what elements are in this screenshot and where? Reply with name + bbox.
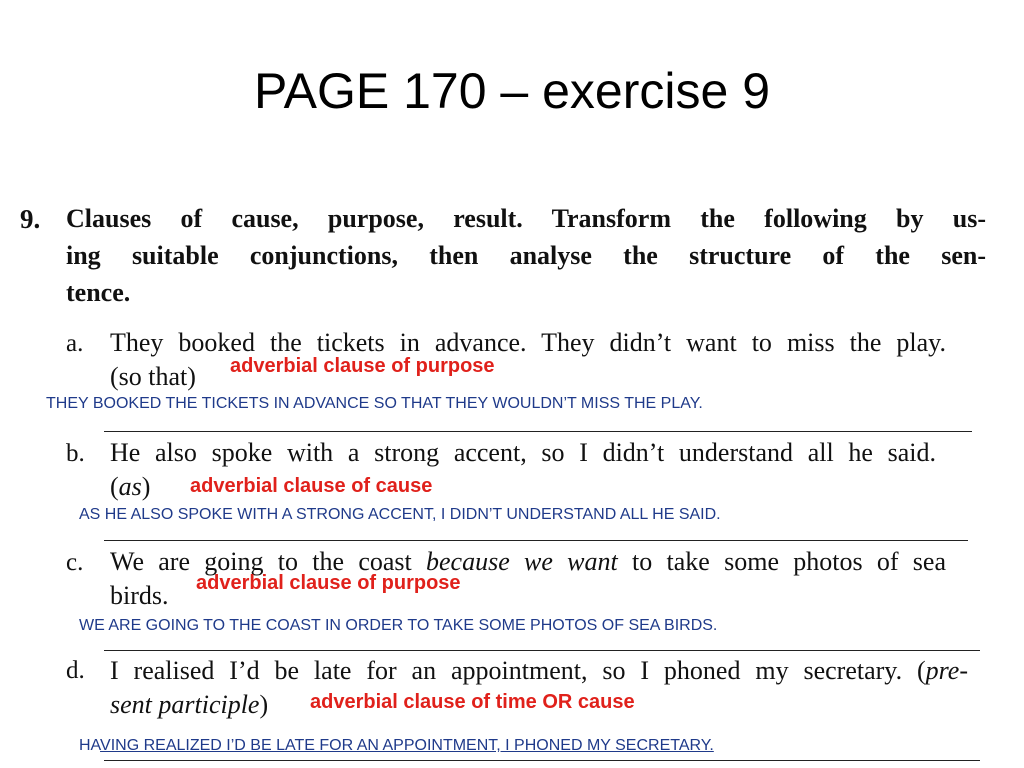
item-letter: b.	[66, 440, 85, 467]
exercise-instruction	[66, 200, 986, 311]
item-line: (as)	[110, 472, 151, 501]
answer-rule	[104, 760, 980, 761]
instruction-line: tence.	[66, 278, 131, 307]
answer-text: THEY BOOKED THE TICKETS IN ADVANCE SO THAT THEY WOULDN’T MISS THE PLAY.	[46, 395, 703, 412]
item-line: He also spoke with a strong accent, so I didn’t understand all he said.	[110, 438, 936, 467]
item-line: We are going to the coast because we want to take some photos of sea	[110, 547, 946, 576]
answer-text: AS HE ALSO SPOKE WITH A STRONG ACCENT, I DIDN’T UNDERSTAND ALL HE SAID.	[79, 506, 721, 523]
exercise-number: 9.	[20, 204, 41, 234]
answer-rule	[104, 540, 968, 541]
clause-annotation: adverbial clause of purpose	[230, 355, 495, 377]
instruction-line: ing suitable conjunctions, then analyse the structure of the sen-	[66, 241, 986, 270]
answer-rule	[104, 431, 972, 432]
item-line: sent participle)	[110, 690, 269, 719]
item-line: They booked the tickets in advance. They didn’t want to miss the play.	[110, 328, 946, 357]
answer-text: WE ARE GOING TO THE COAST IN ORDER TO TAKE SOME PHOTOS OF SEA BIRDS.	[79, 617, 718, 634]
answer-text: HAVING REALIZED I’D BE LATE FOR AN APPOINTMENT, I PHONED MY SECRETARY.	[79, 737, 714, 754]
item-line: birds.	[110, 581, 169, 610]
item-line: (so that)	[110, 362, 196, 391]
item-letter: c.	[66, 549, 84, 576]
clause-annotation: adverbial clause of cause	[190, 475, 433, 497]
clause-annotation: adverbial clause of purpose	[196, 572, 461, 594]
item-letter: d.	[66, 657, 85, 684]
clause-annotation: adverbial clause of time OR cause	[310, 691, 635, 713]
slide-title: PAGE 170 – exercise 9	[253, 63, 770, 119]
instruction-line: Clauses of cause, purpose, result. Transform the following by us-	[66, 204, 986, 233]
item-letter: a.	[66, 330, 84, 357]
answer-rule	[104, 650, 980, 651]
item-line: I realised I’d be late for an appointment, so I phoned my secretary. (pre-	[110, 656, 968, 685]
